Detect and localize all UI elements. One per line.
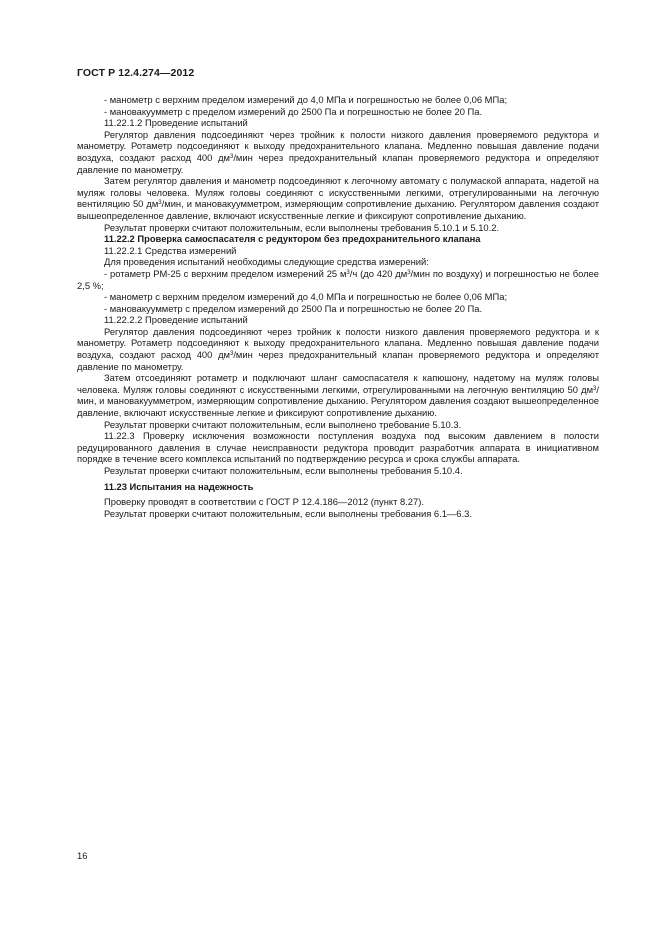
paragraph: Результат проверки считают положительным, если выполнены требования 5.10.4. — [104, 465, 463, 476]
paragraph: Результат проверки считают положительным, если выполнены требования 6.1—6.3. — [104, 507, 472, 519]
paragraph: 11.22.3 Проверку исключения возможности поступления воздуха под высоким давлением в полости редуцированного давления в случае неисправности редуктора проводит разработчик аппарата в инициативном порядке в течение всего комплекса испытаний по подтверждению ресурса и срока службы аппарата. — [77, 430, 599, 465]
paragraph: Для проведения испытаний необходимы следующие средства измерений: — [104, 256, 429, 268]
paragraph: Регулятор давления подсоединяют через тройник к полости низкого давления проверяемого редуктора и к манометру. Ротаметр подсоединяют к выходу предохранительного клапана. Медленно повышая давление подачи воздуха, создают расход 400 $дм^3$/мин через предохранительный клапан проверяемого редуктора и определяют давление по манометру. — [77, 325, 599, 372]
paragraph: Проверку проводят в соответствии с ГОСТ Р 12.4.186—2012 (пункт 8.27). — [104, 496, 424, 508]
page-number: 16 — [77, 850, 88, 861]
paragraph: - ротаметр РМ-25 с верхним пределом измерений 25 $м^3/ч$ (до 420 $дм^3$/мин по воздуху) и погрешностью не более 2,5 %; — [77, 267, 599, 291]
paragraph: - манометр с верхним пределом измерений до 4,0 МПа и погрешностью не более 0,06 МПа; — [104, 94, 508, 105]
paragraph: 11.22.1.2 Проведение испытаний — [104, 117, 248, 129]
paragraph: Регулятор давления подсоединяют через тройник к полости низкого давления проверяемого редуктора и манометру. Ротаметр подсоединяют к выходу предохранительного клапана. Медленно повышая давление подачи воздуха, создают расход 400 $дм^3$/мин через предохранительный клапан проверяемого редуктора и определяют давление по манометру. — [77, 128, 599, 175]
paragraph: Затем отсоединяют ротаметр и подключают шланг самоспасателя к капюшону, надетому на муляж головы человека. Муляж головы соединяют с искусственными легкими, отрегулированными на легочную вентиляцию 50 $дм^3$/мин, и мановакуумметром, измеряющим сопротивление дыханию. Регулятором давления создают вышеопределенное давление, включают искусственные легкие и фиксируют сопротивление дыханию. — [77, 372, 599, 419]
paragraph: 11.22.2.1 Средства измерений — [104, 244, 237, 256]
paragraph: Затем регулятор давления и манометр подсоединяют к легочному автомату с полумаской аппарата, надетой на муляж головы человека. Муляж головы соединяют с искусственными легкими, отрегулированными на легочную вентиляцию 50 $дм^3$/мин, и мановакуумметром, измеряющим сопротивление дыханию. Регулятором давления создают вышеопределенное давление, включают искусственные легкие и фиксируют сопротивление дыханию. — [77, 175, 599, 221]
section-heading: 11.22.2 Проверка самоспасателя с редуктором без предохранительного клапана — [104, 233, 481, 245]
paragraph: Результат проверки считают положительным, если выполнено требование 5.10.3. — [104, 418, 462, 430]
paragraph: Результат проверки считают положительным, если выполнены требования 5.10.1 и 5.10.2. — [104, 221, 500, 233]
document-header: ГОСТ Р 12.4.274—2012 — [77, 67, 195, 79]
paragraph: - мановакуумметр с пределом измерений до 2500 Па и погрешностью не более 20 Па. — [104, 105, 483, 117]
paragraph: 11.22.2.2 Проведение испытаний — [104, 314, 248, 326]
document-body — [77, 94, 599, 519]
section-heading: 11.23 Испытания на надежность — [104, 480, 254, 492]
paragraph: - манометр с верхним пределом измерений до 4,0 МПа и погрешностью не более 0,06 МПа; — [104, 291, 508, 303]
paragraph: - мановакуумметр с пределом измерений до 2500 Па и погрешностью не более 20 Па. — [104, 302, 483, 314]
